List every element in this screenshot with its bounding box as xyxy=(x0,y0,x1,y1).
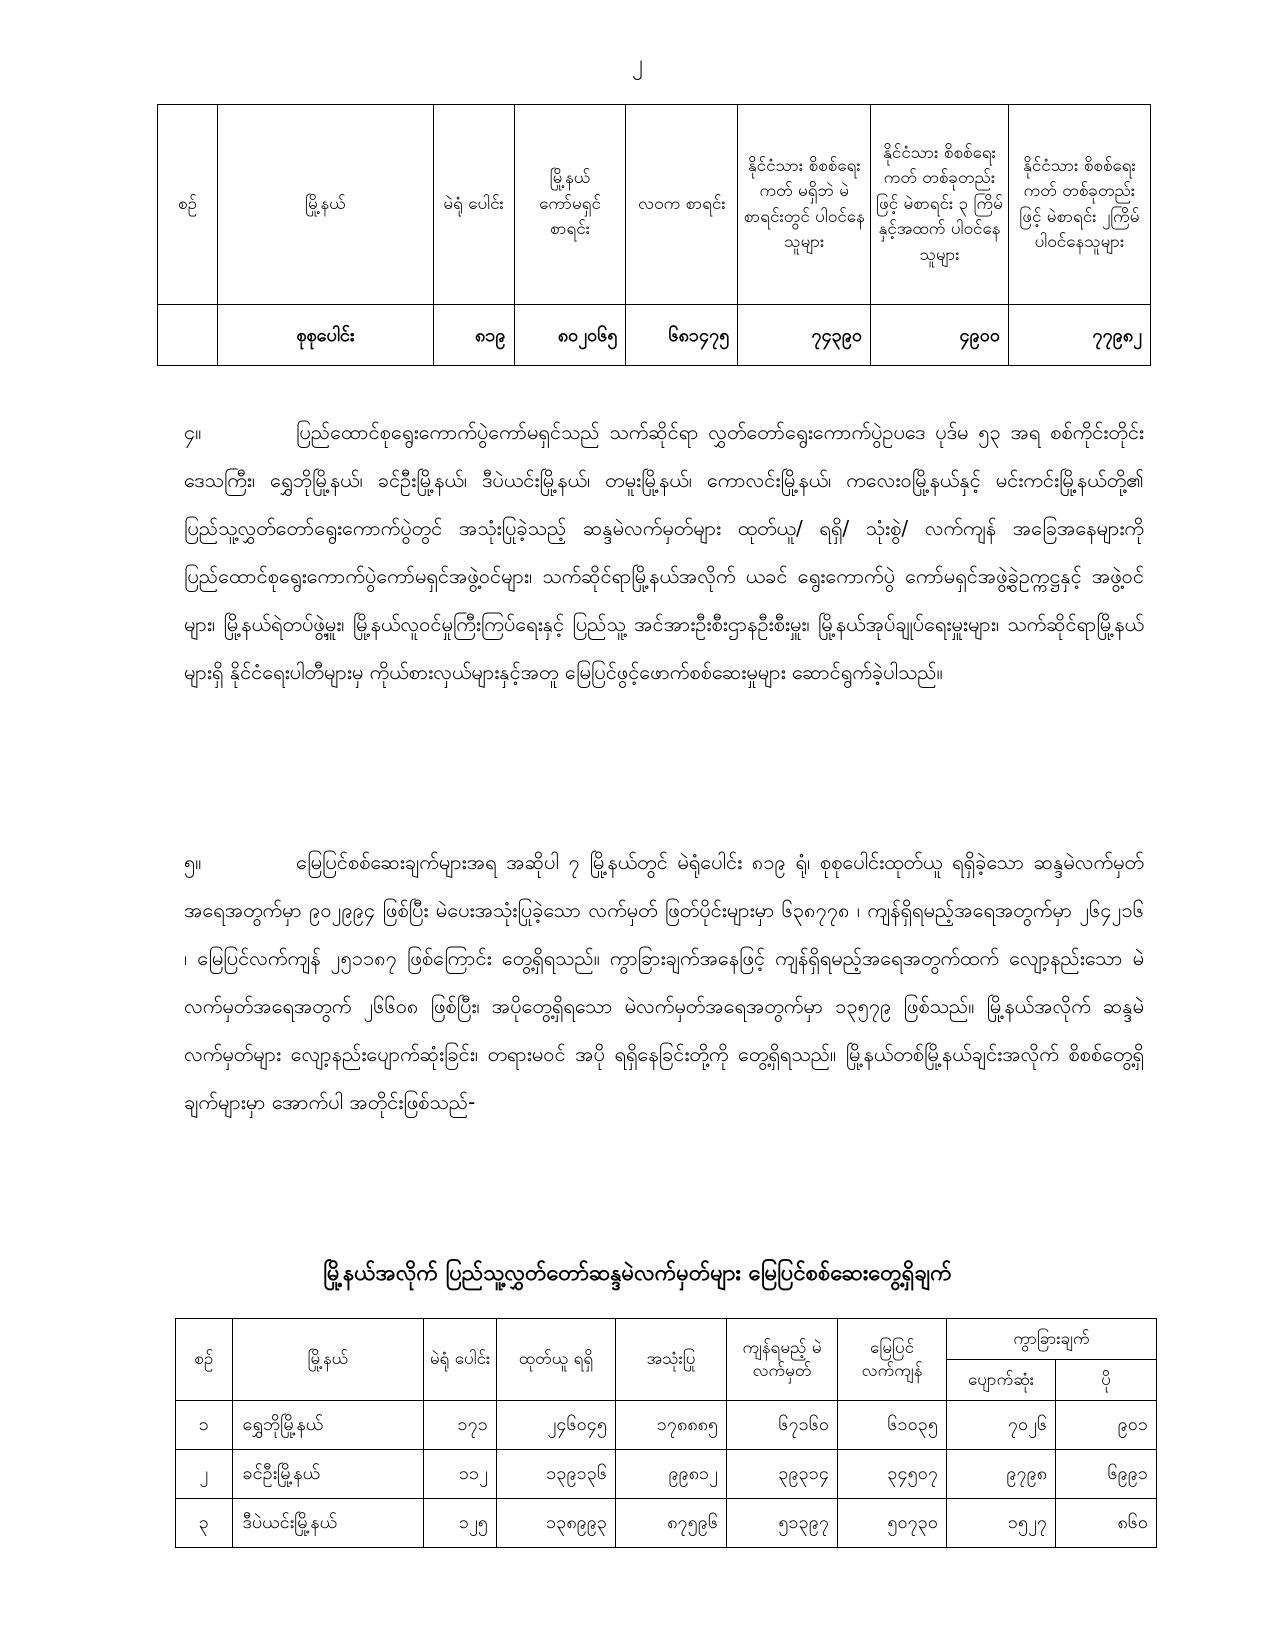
table-cell: ၅၁၃၉၇ xyxy=(727,1499,838,1548)
detail-header-cell: မဲရုံ ပေါင်း xyxy=(424,1319,497,1401)
summary-header-cell: မြို့နယ် xyxy=(218,105,434,305)
page-number: ၂ xyxy=(632,51,643,76)
detail-header-cell: မြေပြင် လက်ကျန် xyxy=(838,1319,947,1401)
table-cell: ၆၁၀၃၅ xyxy=(838,1401,947,1450)
detail-header-cell: အသုံးပြု xyxy=(616,1319,727,1401)
paragraph-number: ၄။ xyxy=(184,420,202,444)
summary-cell: ၄၉၀၀ xyxy=(871,305,1009,366)
table-cell: ၃၄၅၀၇ xyxy=(838,1450,947,1499)
paragraph-text: ပြည်ထောင်စုရွေးကောက်ပွဲကော်မရှင်သည် သက်ဆိုင်ရာ လွှတ်တော်ရွေးကောက်ပွဲဥပဒေ ပုဒ်မ ၅၃ အရ စစ်ကိုင်းတိုင်းဒေသကြီး၊ ရွှေဘိုမြို့နယ်၊ ခင်ဦးမြို့နယ်၊ ဒီပဲယင်းမြို့နယ်၊ တမူးမြို့နယ်၊ ကောလင်းမြို့နယ်၊ ကလေးဝမြို့နယ်နှင့် မင်းကင်းမြို့နယ်တို့၏ ပြည်သူ့လွှတ်တော်ရွေးကောက်ပွဲတွင် အသုံးပြုခဲ့သည့် ဆန္ဒမဲလက်မှတ်များ ထုတ်ယူ/ ရရှိ/ သုံးစွဲ/ လက်ကျန် အခြေအနေများကို ပြည်ထောင်စုရွေးကောက်ပွဲကော်မရှင်အဖွဲ့ဝင်များ၊ သက်ဆိုင်ရာမြို့နယ်အလိုက် ယခင် ရွေးကောက်ပွဲ ကော်မရှင်အဖွဲ့ခွဲဥက္ကဋ္ဌနှင့် အဖွဲ့ဝင်များ၊ မြို့နယ်ရဲတပ်ဖွဲ့မှူး၊ မြို့နယ်လူဝင်မှုကြီးကြပ်ရေးနှင့် ပြည်သူ့ အင်အားဦးစီးဌာနဦးစီးမှူး၊ မြို့နယ်အုပ်ချုပ်ရေးမှူးများ၊ သက်ဆိုင်ရာမြို့နယ်များရှိ နိုင်ငံရေးပါတီများမှ ကိုယ်စားလှယ်များနှင့်အတူ မြေပြင်ဖွင့်ဖောက်စစ်ဆေးမှုများ ဆောင်ရွက်ခဲ့ပါသည်။ xyxy=(184,420,1144,684)
table-cell: ၁၁၂ xyxy=(424,1450,497,1499)
section-heading: မြို့နယ်အလိုက် ပြည်သူ့လွှတ်တော်ဆန္ဒမဲလက်မှတ်များ မြေပြင်စစ်ဆေးတွေ့ရှိချက် xyxy=(323,1261,952,1286)
table-cell: ၁၃၈၉၉၃ xyxy=(496,1499,615,1548)
table-cell: ၁၅၂၇ xyxy=(947,1499,1056,1548)
paragraph-5 xyxy=(184,838,1144,1126)
table-cell: ၉၀၁ xyxy=(1056,1401,1157,1450)
paragraph-number: ၅။ xyxy=(184,850,202,874)
table-cell: ၇၀၂၆ xyxy=(947,1401,1056,1450)
detail-header-cell: ကွာခြားချက် xyxy=(947,1319,1157,1360)
detail-header-cell: မြို့နယ် xyxy=(232,1319,424,1401)
table-cell: ၈၇၅၉၆ xyxy=(616,1499,727,1548)
detail-header-cell: ကျန်ရမည့် မဲလက်မှတ် xyxy=(727,1319,838,1401)
summary-total-row xyxy=(158,305,1151,366)
table-cell: ၈၆၀ xyxy=(1056,1499,1157,1548)
table-cell: ၁ xyxy=(176,1401,233,1450)
table-cell: ၃၉၃၁၄ xyxy=(727,1450,838,1499)
table-cell: ဒီပဲယင်းမြို့နယ် xyxy=(232,1499,424,1548)
table-cell: ၁၇၈၈၈၅ xyxy=(616,1401,727,1450)
paragraph-text: မြေပြင်စစ်ဆေးချက်များအရ အဆိုပါ ၇ မြို့နယ်တွင် မဲရုံပေါင်း ၈၁၉ ရုံ၊ စုစုပေါင်းထုတ်ယူ ရရှိခဲ့သော ဆန္ဒမဲလက်မှတ်အရေအတွက်မှာ ၉၀၂၉၉၄ ဖြစ်ပြီး မဲပေးအသုံးပြုခဲ့သော လက်မှတ် ဖြတ်ပိုင်းများမှာ ၆၃၈၇၇၈ ၊ ကျန်ရှိရမည့်အရေအတွက်မှာ ၂၆၄၂၁၆ ၊ မြေပြင်လက်ကျန် ၂၅၁၁၈၇ ဖြစ်ကြောင်း တွေ့ရှိရသည်။ ကွာခြားချက်အနေဖြင့် ကျန်ရှိရမည့်အရေအတွက်ထက် လျော့နည်းသော မဲလက်မှတ်အရေအတွက် ၂၆၆၀၈ ဖြစ်ပြီး၊ အပိုတွေ့ရှိရသော မဲလက်မှတ်အရေအတွက်မှာ ၁၃၅၇၉ ဖြစ်သည်။ မြို့နယ်အလိုက် ဆန္ဒမဲလက်မှတ်များ လျော့နည်းပျောက်ဆုံးခြင်း၊ တရားမဝင် အပို ရရှိနေခြင်းတို့ကို တွေ့ရှိရသည်။ မြို့နယ်တစ်မြို့နယ်ချင်းအလိုက် စိစစ်တွေ့ရှိချက်များမှာ အောက်ပါ အတိုင်းဖြစ်သည်- xyxy=(184,850,1144,1114)
table-cell: ခင်ဦးမြို့နယ် xyxy=(232,1450,424,1499)
table-cell: ၉၉၈၁၂ xyxy=(616,1450,727,1499)
summary-header-cell: မြို့နယ် ကော်မရှင် စာရင်း xyxy=(514,105,626,305)
table-cell: ၉၇၉၈ xyxy=(947,1450,1056,1499)
summary-header-cell: လဝက စာရင်း xyxy=(626,105,738,305)
table-row xyxy=(176,1499,1157,1548)
summary-cell: ၈၁၉ xyxy=(433,305,514,366)
summary-header-cell: နိုင်ငံသား စိစစ်ရေးကတ် တစ်ခုတည်းဖြင့် မဲစာရင်း ၃ ကြိမ် နှင့်အထက် ပါဝင်နေသူများ xyxy=(871,105,1009,305)
detail-header-cell: ထုတ်ယူ ရရှိ xyxy=(496,1319,615,1401)
summary-header-cell: နိုင်ငံသား စိစစ်ရေးကတ် မရှိဘဲ မဲစာရင်းတွင် ပါဝင်နေသူများ xyxy=(738,105,871,305)
detail-header-cell: စဉ် xyxy=(176,1319,233,1401)
paragraph-4 xyxy=(184,408,1144,696)
summary-cell: ၇၄၃၉၀ xyxy=(738,305,871,366)
township-detail-table xyxy=(175,1318,1157,1548)
summary-total-label: စုစုပေါင်း xyxy=(218,305,434,366)
summary-cell: ၈၀၂၀၆၅ xyxy=(514,305,626,366)
table-cell: ၁၇၁ xyxy=(424,1401,497,1450)
table-cell: ရွှေဘိုမြို့နယ် xyxy=(232,1401,424,1450)
summary-header-row xyxy=(158,105,1151,305)
table-cell: ၅၀၇၃၀ xyxy=(838,1499,947,1548)
table-cell: ၁၃၉၁၃၆ xyxy=(496,1450,615,1499)
summary-cell: ၆၈၁၄၇၅ xyxy=(626,305,738,366)
summary-header-cell: စဉ် xyxy=(158,105,218,305)
summary-cell: ၇၇၉၈၂ xyxy=(1008,305,1150,366)
summary-table xyxy=(157,104,1151,366)
table-cell: ၆၇၁၆၀ xyxy=(727,1401,838,1450)
summary-header-cell: နိုင်ငံသား စိစစ်ရေးကတ် တစ်ခုတည်းဖြင့် မဲစာရင်း ၂ကြိမ် ပါဝင်နေသူများ xyxy=(1008,105,1150,305)
detail-header-row xyxy=(176,1319,1157,1360)
table-cell: ၂ xyxy=(176,1450,233,1499)
table-cell: ၁၂၅ xyxy=(424,1499,497,1548)
table-row xyxy=(176,1401,1157,1450)
detail-header-cell: ပျောက်ဆုံး xyxy=(947,1360,1056,1401)
table-row xyxy=(176,1450,1157,1499)
summary-cell xyxy=(158,305,218,366)
detail-header-cell: ပို xyxy=(1056,1360,1157,1401)
table-cell: ၃ xyxy=(176,1499,233,1548)
table-cell: ၂၄၆၀၄၅ xyxy=(496,1401,615,1450)
table-cell: ၆၉၉၁ xyxy=(1056,1450,1157,1499)
summary-header-cell: မဲရုံ ပေါင်း xyxy=(433,105,514,305)
